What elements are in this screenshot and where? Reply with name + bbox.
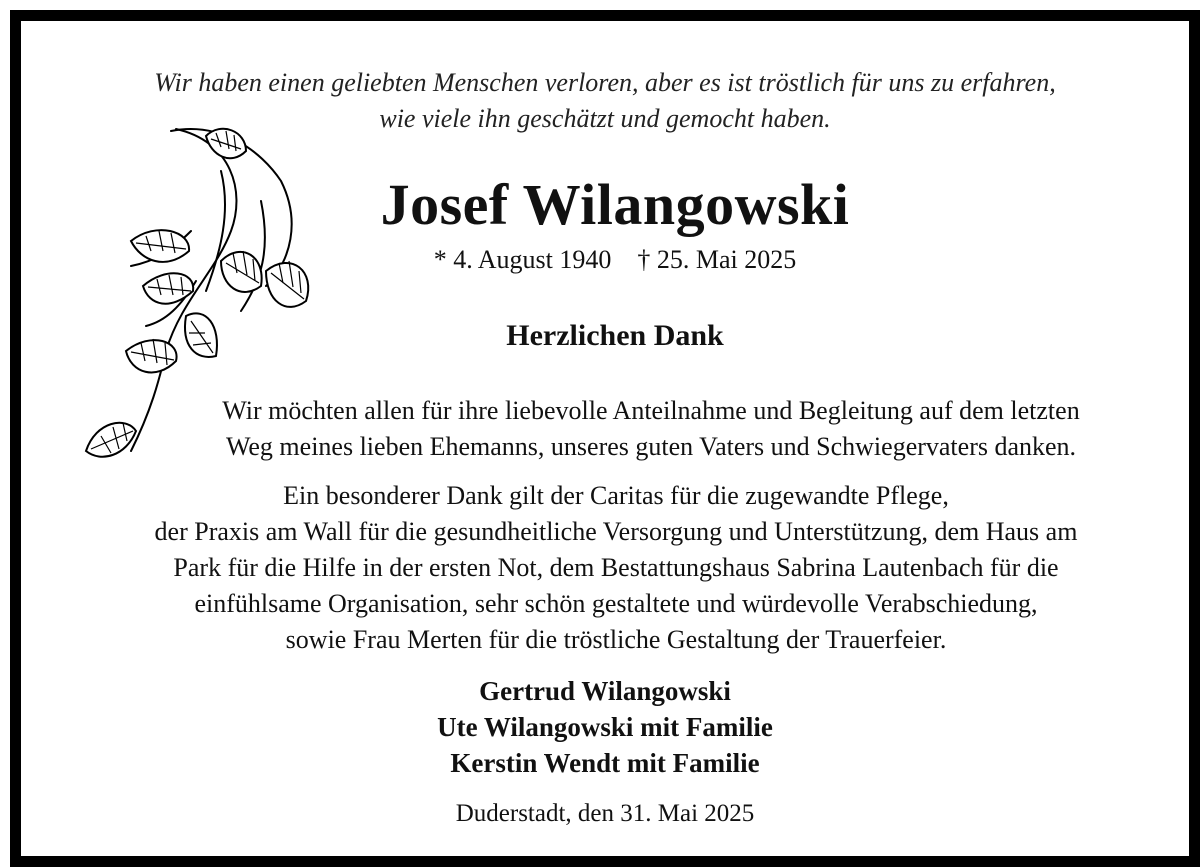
quote-line: wie viele ihn geschätzt und gemocht haben. <box>379 104 831 133</box>
paragraph-line: sowie Frau Merten für die tröstliche Gestaltung der Trauerfeier. <box>285 625 947 654</box>
death-date: † 25. Mai 2025 <box>637 245 797 274</box>
thanks-paragraph <box>141 393 1161 465</box>
paragraph-line: Ein besonderer Dank gilt der Caritas für die zugewandte Pflege, <box>283 481 949 510</box>
paragraph-line: einfühlsame Organisation, sehr schön gestaltete und würdevolle Verabschiedung, <box>194 589 1038 618</box>
paragraph-line: Weg meines lieben Ehemanns, unseres guten Vaters und Schwiegervaters danken. <box>225 432 1077 461</box>
paragraph-line: Wir möchten allen für ihre liebevolle Anteilnahme und Begleitung auf dem letzten <box>222 396 1080 425</box>
signers-list <box>21 673 1189 781</box>
obituary-card <box>10 10 1200 867</box>
deceased-name: Josef Wilangowski <box>380 172 850 237</box>
birth-date: * 4. August 1940 <box>433 245 612 274</box>
signer-name: Kerstin Wendt mit Familie <box>450 748 760 778</box>
signer-name: Gertrud Wilangowski <box>479 676 731 706</box>
paragraph-line: Park für die Hilfe in der ersten Not, dem Bestattungshaus Sabrina Lautenbach für die <box>173 553 1059 582</box>
life-dates <box>201 245 1029 275</box>
paragraph-line: der Praxis am Wall für die gesundheitliche Versorgung und Unterstützung, dem Haus am <box>154 517 1078 546</box>
quote-line: Wir haben einen geliebten Menschen verloren, aber es ist tröstlich für uns zu erfahren, <box>154 68 1056 97</box>
special-thanks-paragraph <box>61 478 1171 658</box>
signer-name: Ute Wilangowski mit Familie <box>437 712 773 742</box>
place-and-date: Duderstadt, den 31. Mai 2025 <box>455 800 755 827</box>
thanks-heading: Herzlichen Dank <box>506 319 724 352</box>
